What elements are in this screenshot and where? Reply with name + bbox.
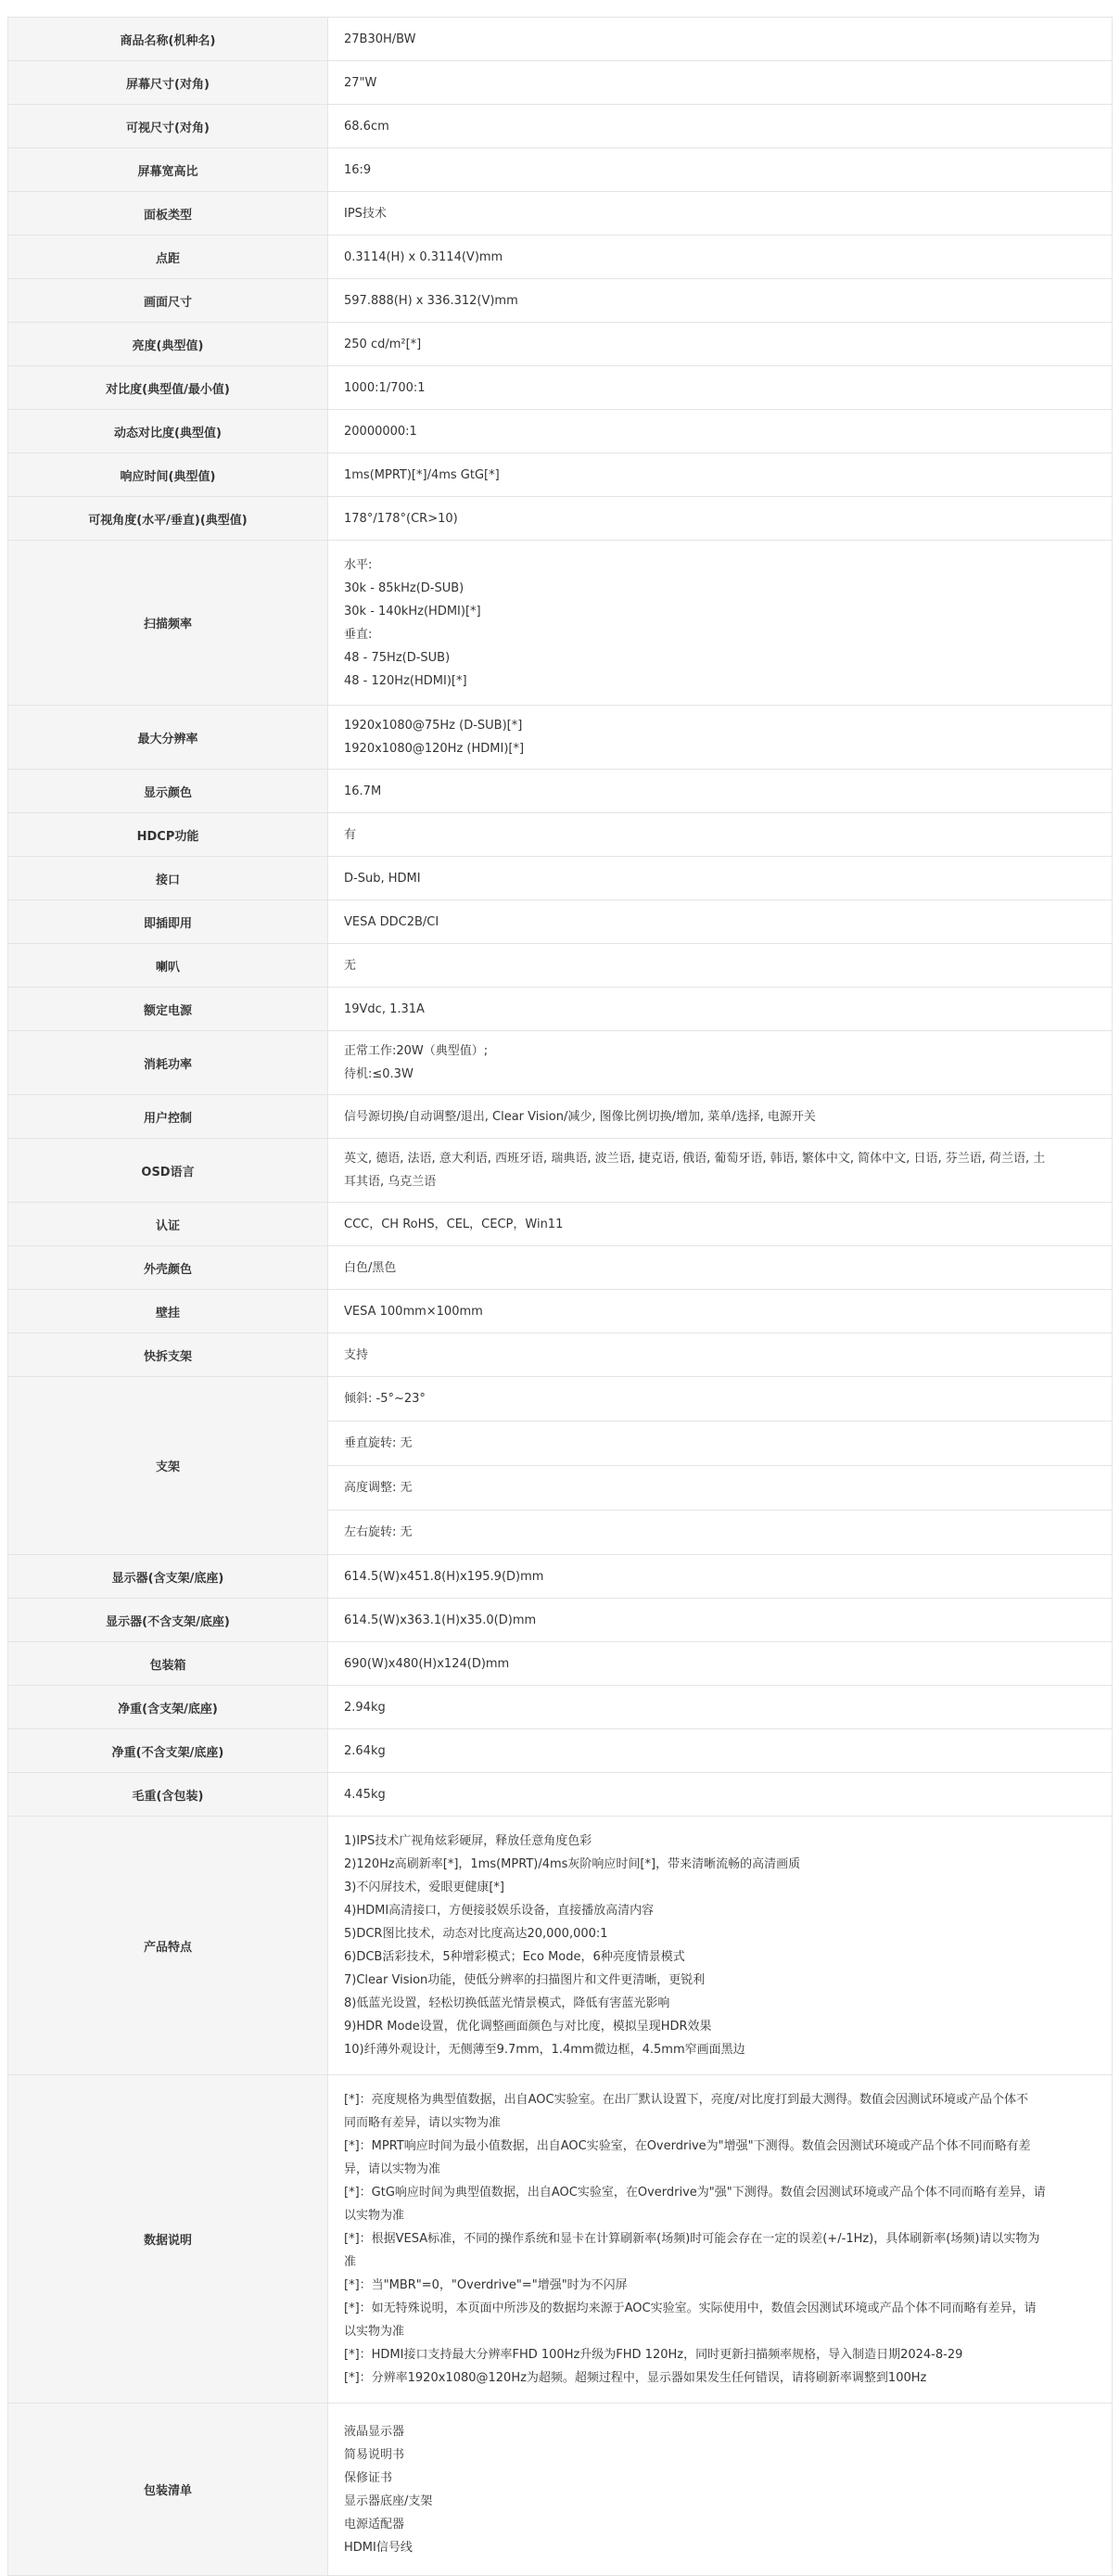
spec-row — [8, 988, 1113, 1031]
spec-value-line: 4)HDMI高清接口，方便接驳娱乐设备，直接播放高清内容 — [344, 1904, 655, 1918]
spec-row — [8, 1031, 1113, 1095]
spec-value — [328, 813, 1113, 857]
spec-value-line: 电源适配器 — [344, 2517, 405, 2531]
spec-row — [8, 2075, 1113, 2404]
spec-label: 最大分辨率 — [8, 706, 328, 770]
spec-row — [8, 453, 1113, 497]
spec-value-line: CCC，CH RoHS，CEL，CECP，Win11 — [344, 1217, 564, 1231]
spec-value — [328, 1246, 1113, 1290]
spec-value — [328, 1139, 1113, 1203]
spec-value-line: [*]：GtG响应时间为典型值数据，出自AOC实验室，在Overdrive为"强"下测得。数值会因测试环境或产品个体不同而略有差异，请 — [344, 2186, 1046, 2200]
spec-label: 额定电源 — [8, 988, 328, 1031]
spec-value — [328, 988, 1113, 1031]
spec-value-line: 20000000:1 — [344, 424, 417, 439]
spec-value — [328, 857, 1113, 900]
spec-label: 可视尺寸(对角) — [8, 105, 328, 148]
spec-value — [328, 1290, 1113, 1333]
spec-label: 包装清单 — [8, 2404, 328, 2576]
spec-label: 点距 — [8, 236, 328, 279]
spec-row — [8, 813, 1113, 857]
spec-value — [328, 1729, 1113, 1773]
spec-value-line: 27"W — [344, 75, 377, 90]
spec-value-line: 48 - 120Hz(HDMI)[*] — [344, 673, 467, 688]
spec-value-line: 水平: — [344, 557, 373, 572]
spec-row — [8, 857, 1113, 900]
spec-label: 画面尺寸 — [8, 279, 328, 323]
spec-label: 亮度(典型值) — [8, 323, 328, 366]
spec-label: 净重(不含支架/底座) — [8, 1729, 328, 1773]
spec-value — [328, 105, 1113, 148]
spec-value-line: 30k - 85kHz(D-SUB) — [344, 580, 465, 595]
spec-row — [8, 105, 1113, 148]
spec-label: 即插即用 — [8, 900, 328, 944]
spec-value-line: [*]：根据VESA标准，不同的操作系统和显卡在计算刷新率(场频)时可能会存在一定的误差(+/-1Hz)，具体刷新率(场频)请以实物为 — [344, 2232, 1040, 2246]
spec-label: 商品名称(机种名) — [8, 18, 328, 61]
spec-row — [8, 1203, 1113, 1246]
spec-value-line: 614.5(W)x363.1(H)x35.0(D)mm — [344, 1613, 537, 1627]
spec-value-line: 1000:1/700:1 — [344, 380, 426, 395]
spec-value — [328, 279, 1113, 323]
spec-value — [328, 453, 1113, 497]
spec-value-line: 4.45kg — [344, 1787, 386, 1802]
spec-label: 快拆支架 — [8, 1333, 328, 1377]
spec-row — [8, 366, 1113, 410]
spec-value-line: [*]：如无特殊说明，本页面中所涉及的数据均来源于AOC实验室。实际使用中，数值会因测试环境或产品个体不同而略有差异，请 — [344, 2302, 1037, 2315]
spec-value-line: 16.7M — [344, 784, 382, 798]
spec-value-line: 48 - 75Hz(D-SUB) — [344, 650, 451, 665]
spec-value-line: 以实物为准 — [344, 2325, 405, 2339]
spec-value-line: 待机:≤0.3W — [344, 1067, 414, 1081]
spec-value-line: 简易说明书 — [344, 2447, 405, 2462]
spec-row — [8, 1642, 1113, 1686]
spec-row — [8, 497, 1113, 541]
spec-value-line: 有 — [344, 827, 357, 842]
spec-label: 显示器(不含支架/底座) — [8, 1599, 328, 1642]
spec-value — [328, 900, 1113, 944]
spec-value-line: 支持 — [344, 1347, 369, 1362]
spec-value — [328, 1377, 1113, 1555]
spec-row — [8, 706, 1113, 770]
spec-value-line: 保修证书 — [344, 2470, 393, 2485]
spec-label: 接口 — [8, 857, 328, 900]
spec-row — [8, 192, 1113, 236]
spec-label: 显示颜色 — [8, 770, 328, 813]
spec-value-line: 3)不闪屏技术，爱眼更健康[*] — [344, 1881, 504, 1894]
spec-row — [8, 1246, 1113, 1290]
spec-value-line: 27B30H/BW — [344, 32, 416, 46]
spec-value — [328, 2075, 1113, 2404]
spec-row — [8, 1095, 1113, 1139]
spec-label: 对比度(典型值/最小值) — [8, 366, 328, 410]
spec-label: 认证 — [8, 1203, 328, 1246]
spec-value-line: 16:9 — [344, 162, 372, 177]
spec-value — [328, 192, 1113, 236]
spec-value — [328, 541, 1113, 706]
spec-value-line: 30k - 140kHz(HDMI)[*] — [344, 604, 481, 618]
spec-label: 可视角度(水平/垂直)(典型值) — [8, 497, 328, 541]
spec-value-line: 正常工作:20W（典型值）; — [344, 1044, 489, 1058]
spec-value-line: 1ms(MPRT)[*]/4ms GtG[*] — [344, 467, 500, 482]
spec-value-line: 无 — [344, 958, 357, 973]
spec-value — [328, 1555, 1113, 1599]
spec-row — [8, 770, 1113, 813]
spec-sub-item: 高度调整: 无 — [328, 1466, 1112, 1511]
spec-value — [328, 148, 1113, 192]
spec-label: 消耗功率 — [8, 1031, 328, 1095]
spec-label: 动态对比度(典型值) — [8, 410, 328, 453]
spec-label: 喇叭 — [8, 944, 328, 988]
spec-value-line: 614.5(W)x451.8(H)x195.9(D)mm — [344, 1569, 544, 1584]
spec-row — [8, 410, 1113, 453]
spec-row — [8, 1290, 1113, 1333]
spec-row — [8, 61, 1113, 105]
spec-value-line: 2.94kg — [344, 1700, 386, 1715]
spec-label: 屏幕宽高比 — [8, 148, 328, 192]
spec-row — [8, 944, 1113, 988]
spec-label: 外壳颜色 — [8, 1246, 328, 1290]
spec-value-line: [*]：MPRT响应时间为最小值数据，出自AOC实验室，在Overdrive为"增强"下测得。数值会因测试环境或产品个体不同而略有差 — [344, 2139, 1031, 2153]
spec-value-line: 7)Clear Vision功能，使低分辨率的扫描图片和文件更清晰，更锐利 — [344, 1973, 706, 1987]
spec-row — [8, 900, 1113, 944]
spec-value — [328, 1203, 1113, 1246]
spec-value-line: 显示器底座/支架 — [344, 2493, 433, 2508]
spec-value-line: 耳其语, 乌克兰语 — [344, 1175, 437, 1189]
spec-value-line: 597.888(H) x 336.312(V)mm — [344, 293, 518, 308]
spec-row — [8, 1333, 1113, 1377]
spec-value — [328, 1599, 1113, 1642]
spec-value — [328, 323, 1113, 366]
spec-value-line: 10)纤薄外观设计，无侧薄至9.7mm，1.4mm微边框，4.5mm窄画面黑边 — [344, 2043, 745, 2057]
spec-value — [328, 1817, 1113, 2075]
spec-row — [8, 1773, 1113, 1817]
spec-value-line: 68.6cm — [344, 119, 389, 134]
spec-value — [328, 1333, 1113, 1377]
spec-sub-item: 垂直旋转: 无 — [328, 1422, 1112, 1466]
spec-value-line: 19Vdc, 1.31A — [344, 1001, 425, 1016]
spec-value — [328, 1095, 1113, 1139]
spec-value-line: VESA DDC2B/CI — [344, 914, 439, 929]
spec-value-line: 英文, 德语, 法语, 意大利语, 西班牙语, 瑞典语, 波兰语, 捷克语, 俄语, 葡萄牙语, 韩语, 繁体中文, 简体中文, 日语, 芬兰语, 荷兰语, 土 — [344, 1152, 1046, 1166]
spec-value-line: 8)低蓝光设置，轻松切换低蓝光情景模式，降低有害蓝光影响 — [344, 1996, 670, 2010]
spec-value-line: HDMI信号线 — [344, 2540, 413, 2555]
spec-row — [8, 236, 1113, 279]
spec-row — [8, 1377, 1113, 1555]
spec-table — [7, 17, 1113, 2576]
spec-label: 面板类型 — [8, 192, 328, 236]
spec-value — [328, 366, 1113, 410]
spec-value-line: 白色/黑色 — [344, 1260, 397, 1275]
spec-value — [328, 1773, 1113, 1817]
spec-label: 壁挂 — [8, 1290, 328, 1333]
spec-value — [328, 410, 1113, 453]
spec-value-line: 690(W)x480(H)x124(D)mm — [344, 1656, 510, 1671]
spec-label: 用户控制 — [8, 1095, 328, 1139]
spec-value-line: 垂直: — [344, 627, 373, 642]
spec-value-line: VESA 100mm×100mm — [344, 1304, 483, 1319]
spec-value — [328, 497, 1113, 541]
spec-value-line: 2)120Hz高刷新率[*]，1ms(MPRT)/4ms灰阶响应时间[*]，带来清晰流畅的高清画质 — [344, 1857, 801, 1871]
spec-value-line: [*]：分辨率1920x1080@120Hz为超频。超频过程中，显示器如果发生任何错误，请将刷新率调整到100Hz — [344, 2371, 927, 2385]
spec-label: HDCP功能 — [8, 813, 328, 857]
spec-value-line: 0.3114(H) x 0.3114(V)mm — [344, 249, 503, 264]
spec-row — [8, 1817, 1113, 2075]
spec-value-line: 准 — [344, 2255, 357, 2269]
spec-row — [8, 148, 1113, 192]
spec-label: 净重(含支架/底座) — [8, 1686, 328, 1729]
spec-value — [328, 770, 1113, 813]
spec-value — [328, 944, 1113, 988]
spec-table-wrapper — [7, 17, 1113, 2576]
spec-label: 包装箱 — [8, 1642, 328, 1686]
spec-value — [328, 18, 1113, 61]
spec-label: 显示器(含支架/底座) — [8, 1555, 328, 1599]
spec-label: 毛重(含包装) — [8, 1773, 328, 1817]
spec-table-body — [8, 18, 1113, 2576]
spec-value — [328, 61, 1113, 105]
spec-value-line: 2.64kg — [344, 1743, 386, 1758]
spec-value-line: 信号源切换/自动调整/退出, Clear Vision/减少, 图像比例切换/增加, 菜单/选择, 电源开关 — [344, 1109, 816, 1124]
spec-row — [8, 1686, 1113, 1729]
spec-value-line: [*]：当"MBR"=0，"Overdrive"="增强"时为不闪屏 — [344, 2278, 628, 2292]
spec-value — [328, 2404, 1113, 2576]
spec-value-line: 9)HDR Mode设置，优化调整画面颜色与对比度，模拟呈现HDR效果 — [344, 2020, 712, 2034]
spec-label: 响应时间(典型值) — [8, 453, 328, 497]
spec-value-line: 异，请以实物为准 — [344, 2162, 441, 2176]
spec-value-line: IPS技术 — [344, 206, 387, 221]
spec-row — [8, 323, 1113, 366]
spec-label: 扫描频率 — [8, 541, 328, 706]
spec-value-line: 以实物为准 — [344, 2209, 405, 2223]
spec-value-line: 同而略有差异，请以实物为准 — [344, 2116, 502, 2130]
spec-value-line: 1920x1080@120Hz (HDMI)[*] — [344, 742, 525, 756]
spec-row — [8, 279, 1113, 323]
spec-row — [8, 1599, 1113, 1642]
spec-value-line: 1)IPS技术广视角炫彩硬屏，释放任意角度色彩 — [344, 1834, 592, 1848]
spec-sub-item: 左右旋转: 无 — [344, 1525, 413, 1539]
spec-value-line: 178°/178°(CR>10) — [344, 511, 458, 526]
spec-value-line: 5)DCR图比技术，动态对比度高达20,000,000:1 — [344, 1927, 608, 1941]
spec-value-line: 6)DCB活彩技术，5种增彩模式；Eco Mode，6种亮度情景模式 — [344, 1950, 685, 1964]
spec-label: 产品特点 — [8, 1817, 328, 2075]
spec-row — [8, 2404, 1113, 2576]
spec-value-line: [*]：HDMI接口支持最大分辨率FHD 100Hz升级为FHD 120Hz，同时更新扫描频率规格，导入制造日期2024-8-29 — [344, 2348, 963, 2362]
spec-value-line: 250 cd/m²[*] — [344, 337, 422, 351]
spec-value — [328, 236, 1113, 279]
spec-row — [8, 18, 1113, 61]
spec-sub-item: 倾斜: -5°~23° — [328, 1377, 1112, 1422]
spec-row — [8, 1729, 1113, 1773]
spec-label: OSD语言 — [8, 1139, 328, 1203]
spec-value-line: D-Sub, HDMI — [344, 871, 421, 886]
spec-label: 支架 — [8, 1377, 328, 1555]
spec-value — [328, 1642, 1113, 1686]
spec-row — [8, 1139, 1113, 1203]
spec-value-line: [*]：亮度规格为典型值数据，出自AOC实验室。在出厂默认设置下，亮度/对比度打到最大测得。数值会因测试环境或产品个体不 — [344, 2093, 1028, 2107]
spec-value — [328, 706, 1113, 770]
spec-label: 屏幕尺寸(对角) — [8, 61, 328, 105]
spec-label: 数据说明 — [8, 2075, 328, 2404]
spec-value — [328, 1031, 1113, 1095]
spec-value — [328, 1686, 1113, 1729]
spec-row — [8, 1555, 1113, 1599]
spec-value-line: 1920x1080@75Hz (D-SUB)[*] — [344, 719, 523, 733]
spec-row — [8, 541, 1113, 706]
spec-value-line: 液晶显示器 — [344, 2424, 405, 2439]
